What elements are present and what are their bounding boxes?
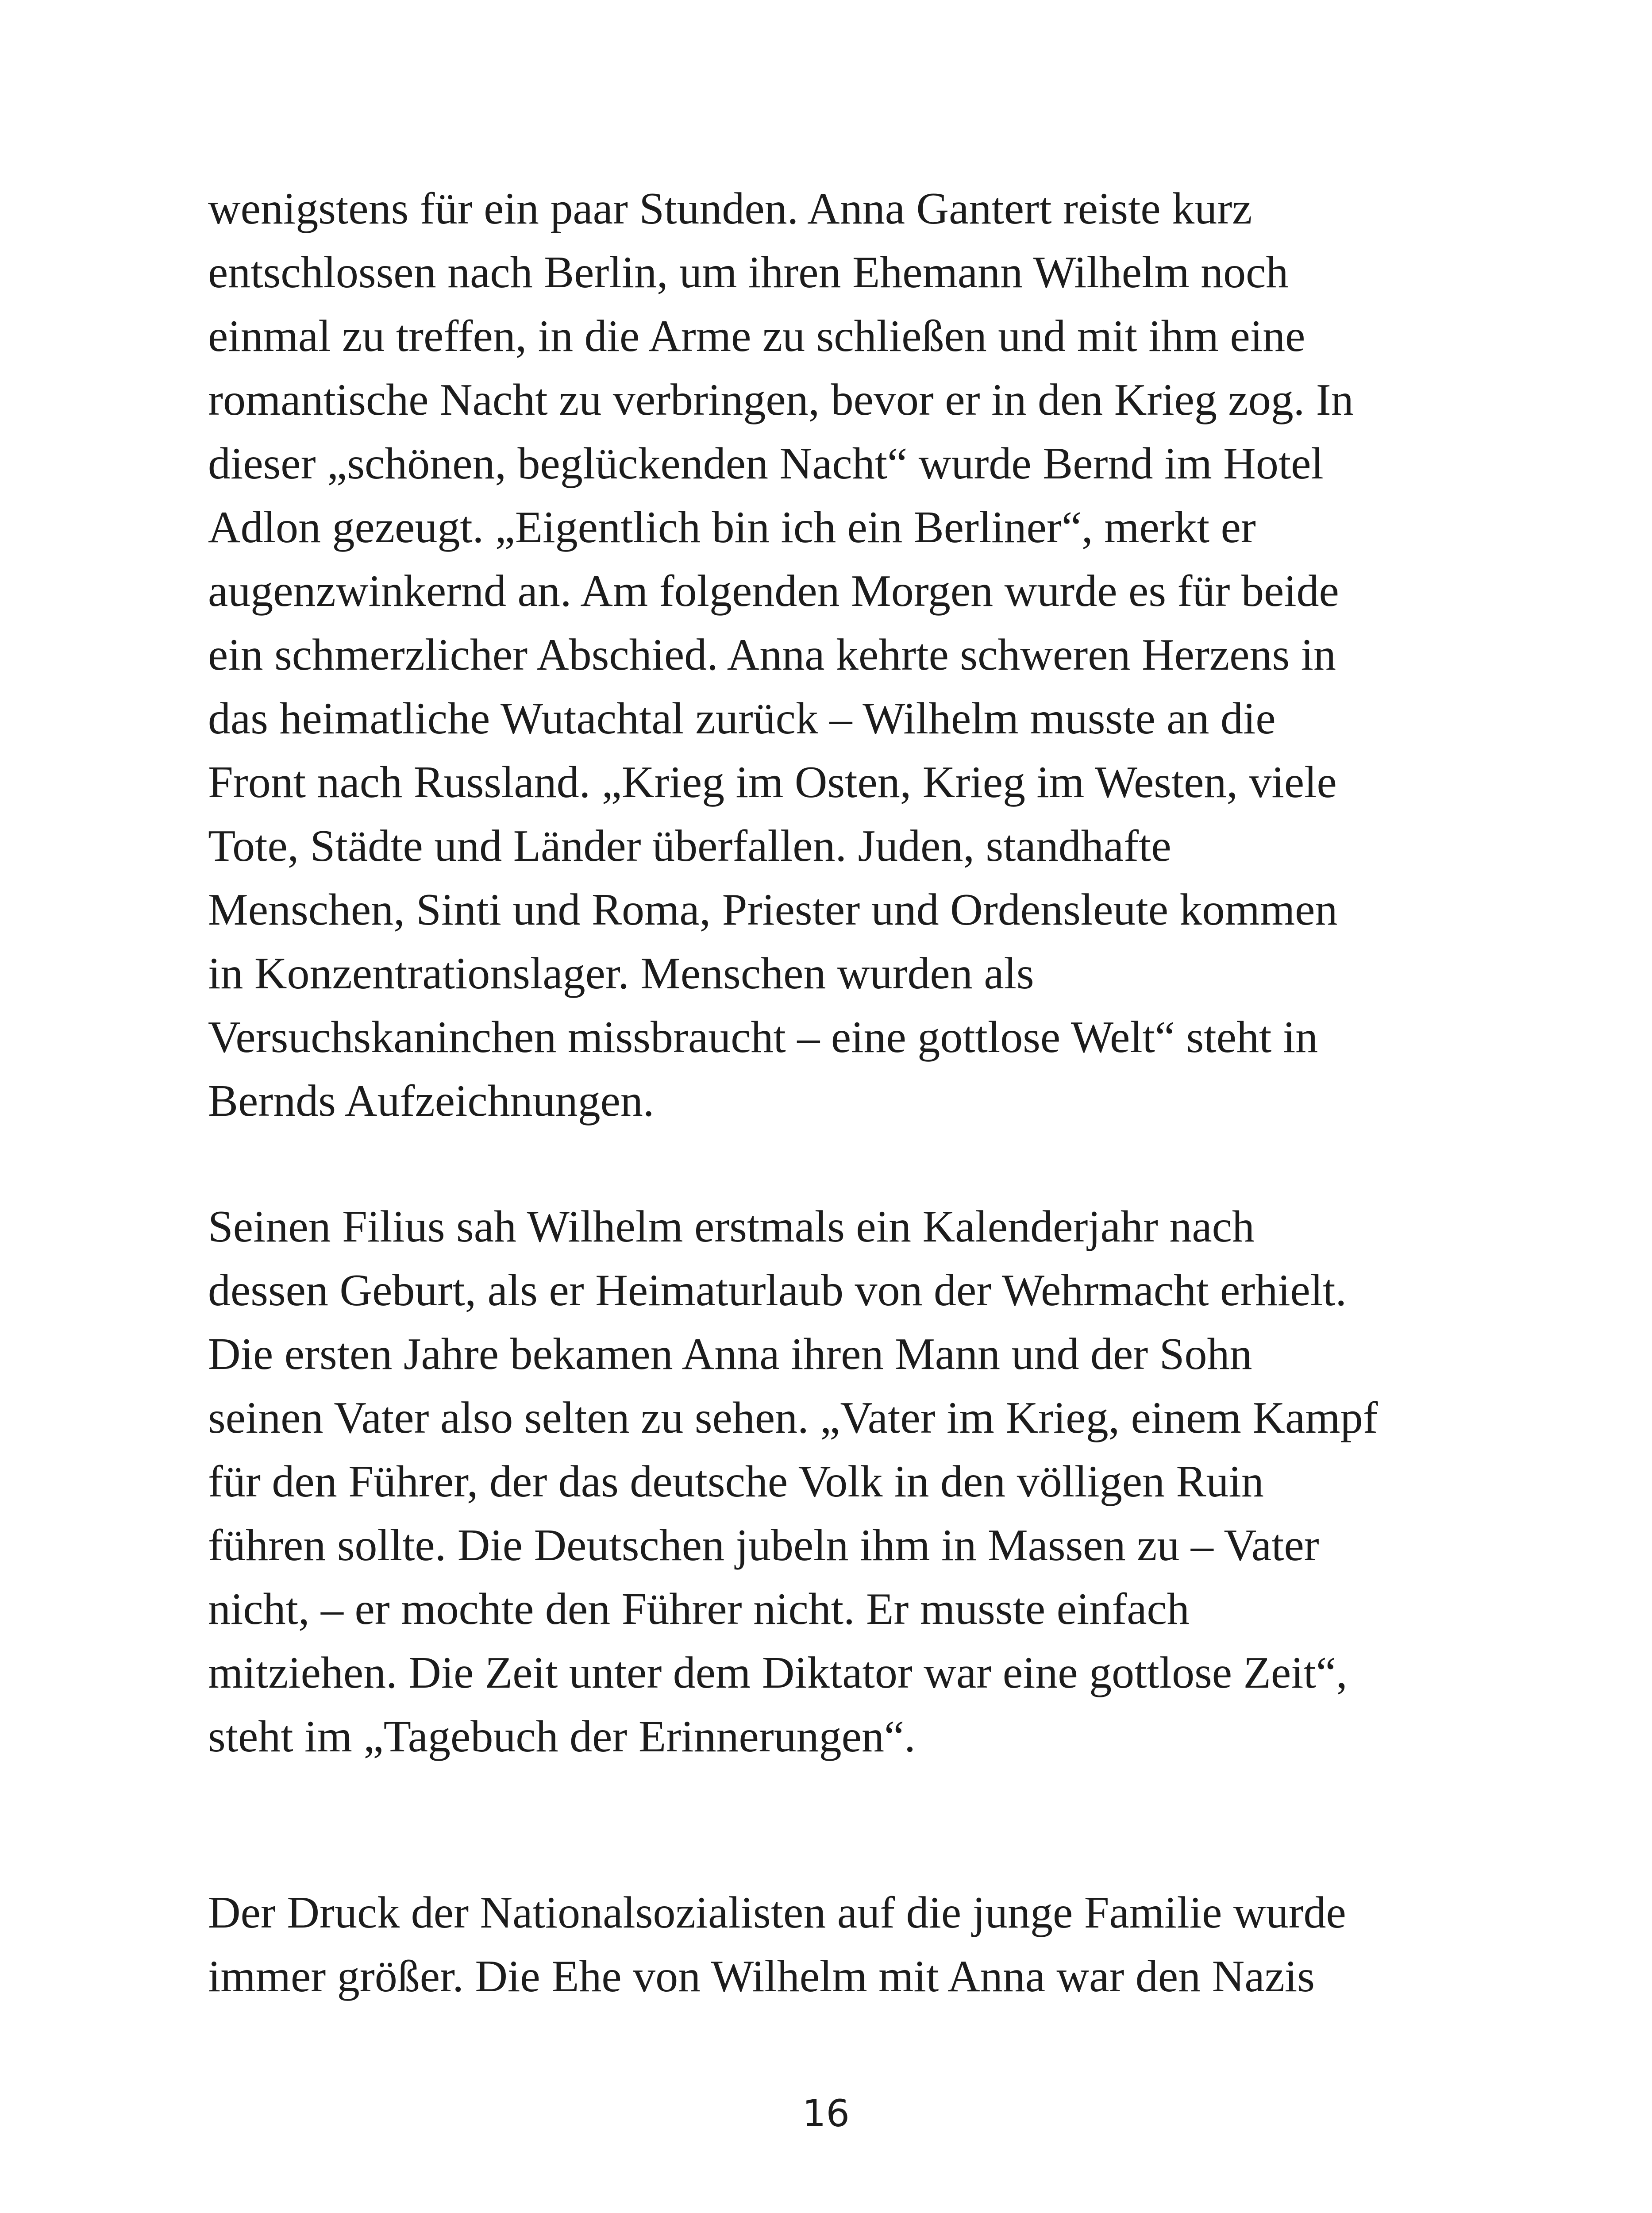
text-line: dessen Geburt, als er Heimaturlaub von der Wehrmacht erhielt.	[208, 1265, 1347, 1315]
text-line: Bernds Aufzeichnungen.	[208, 1076, 655, 1126]
text-line: Die ersten Jahre bekamen Anna ihren Mann und der Sohn	[208, 1329, 1252, 1379]
text-line: ein schmerzlicher Abschied. Anna kehrte schweren Herzens in	[208, 630, 1336, 680]
text-line: Tote, Städte und Länder überfallen. Juden, standhafte	[208, 821, 1171, 871]
text-line: für den Führer, der das deutsche Volk in den völligen Ruin	[208, 1457, 1264, 1507]
text-line: Versuchskaninchen missbraucht – eine gottlose Welt“ steht in	[208, 1012, 1318, 1062]
text-line: augenzwinkernd an. Am folgenden Morgen wurde es für beide	[208, 566, 1339, 616]
text-line: Der Druck der Nationalsozialisten auf die junge Familie wurde	[208, 1888, 1346, 1938]
text-line: Front nach Russland. „Krieg im Osten, Krieg im Westen, viele	[208, 757, 1337, 807]
text-line: einmal zu treffen, in die Arme zu schließen und mit ihm eine	[208, 311, 1305, 361]
text-line: romantische Nacht zu verbringen, bevor er in den Krieg zog. In	[208, 375, 1354, 425]
paragraph-2	[208, 1195, 1491, 1769]
text-line: mitziehen. Die Zeit unter dem Diktator war eine gottlose Zeit“,	[208, 1648, 1348, 1698]
text-line: immer größer. Die Ehe von Wilhelm mit Anna war den Nazis	[208, 1951, 1315, 2001]
text-line: in Konzentrationslager. Menschen wurden als	[208, 948, 1034, 999]
text-line: seinen Vater also selten zu sehen. „Vater im Krieg, einem Kampf	[208, 1393, 1378, 1443]
text-line: Seinen Filius sah Wilhelm erstmals ein Kalenderjahr nach	[208, 1202, 1255, 1252]
text-line: das heimatliche Wutachtal zurück – Wilhelm musste an die	[208, 694, 1276, 744]
text-line: steht im „Tagebuch der Erinnerungen“.	[208, 1712, 916, 1762]
page-number: 16	[802, 2092, 850, 2135]
paragraph-3	[208, 1881, 1491, 2009]
text-line: Menschen, Sinti und Roma, Priester und Ordensleute kommen	[208, 885, 1338, 935]
text-line: dieser „schönen, beglückenden Nacht“ wurde Bernd im Hotel	[208, 439, 1324, 489]
text-line: nicht, – er mochte den Führer nicht. Er musste einfach	[208, 1584, 1190, 1634]
text-line: wenigstens für ein paar Stunden. Anna Gantert reiste kurz	[208, 184, 1252, 234]
text-line: Adlon gezeugt. „Eigentlich bin ich ein Berliner“, merkt er	[208, 502, 1256, 552]
text-line: entschlossen nach Berlin, um ihren Ehemann Wilhelm noch	[208, 247, 1289, 297]
text-line: führen sollte. Die Deutschen jubeln ihm in Massen zu – Vater	[208, 1520, 1319, 1570]
paragraph-1	[208, 177, 1491, 1133]
